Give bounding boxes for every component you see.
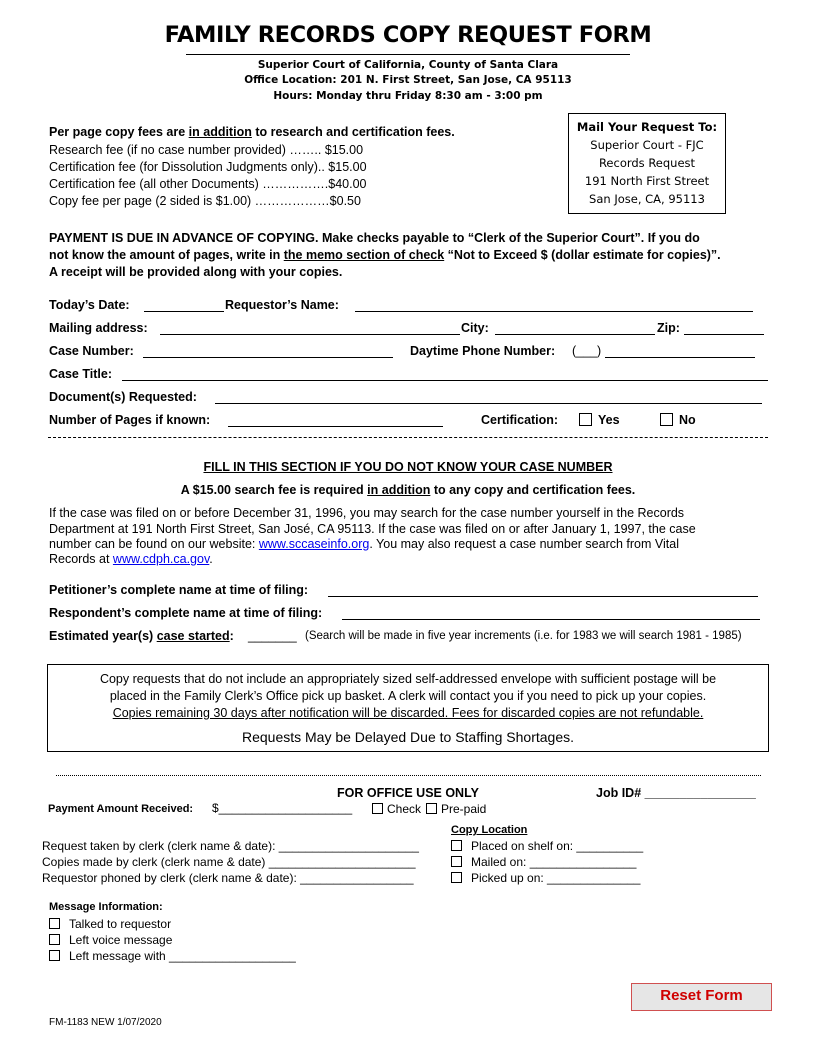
estimated-year-label (49, 629, 234, 643)
requestor-name-label: Requestor’s Name: (225, 298, 339, 312)
requestor-phoned-field[interactable]: Requestor phoned by clerk (clerk name & date): _________________ (42, 871, 414, 885)
placed-on-shelf-checkbox[interactable] (451, 840, 462, 851)
notice-line: Copies remaining 30 days after notification will be discarded. Fees for discarded copies are not refundable. (112, 706, 704, 720)
daytime-phone-label: Daytime Phone Number: (410, 344, 556, 358)
office-hours: Hours: Monday thru Friday 8:30 am - 3:00 pm (273, 90, 543, 102)
fee-item: Research fee (if no case number provided) …….. $15.00 (49, 143, 364, 157)
fees-heading-post: to research and certification fees. (251, 125, 455, 139)
daytime-phone-field[interactable] (605, 357, 755, 358)
city-field[interactable] (495, 334, 655, 335)
zip-field[interactable] (684, 334, 764, 335)
search-paragraph-line (49, 537, 679, 551)
search-fee-post: to any copy and certification fees. (430, 483, 636, 497)
requestor-name-field[interactable] (355, 311, 753, 312)
petitioner-field[interactable] (328, 596, 758, 597)
city-label: City: (461, 321, 489, 335)
search-para3-pre: number can be found on our website: (49, 537, 259, 551)
office-use-heading: FOR OFFICE USE ONLY (337, 786, 479, 800)
search-paragraph-line: If the case was filed on or before December 31, 1996, you may search for the case number yourself in the Records (49, 506, 685, 520)
mail-line: San Jose, CA, 95113 (589, 192, 705, 206)
search-fee-pre: A $15.00 search fee is required (180, 483, 368, 497)
section-divider (48, 437, 768, 438)
estimated-year-note: (Search will be made in five year increments (i.e. for 1983 we will search 1981 - 1985) (305, 630, 742, 642)
petitioner-label: Petitioner’s complete name at time of filing: (49, 583, 309, 597)
phone-area-code: (___) (572, 344, 602, 358)
mail-line: Records Request (598, 156, 696, 170)
form-id: FM-1183 NEW 1/07/2020 (49, 1017, 162, 1028)
search-para4-pre: Records at (49, 552, 113, 566)
voice-message-label: Left voice message (69, 933, 173, 947)
page-title: FAMILY RECORDS COPY REQUEST FORM (164, 22, 652, 48)
left-message-checkbox[interactable] (49, 950, 60, 961)
mail-line: 191 North First Street (584, 174, 710, 188)
mailed-field[interactable]: Mailed on: ________________ (471, 855, 637, 869)
certification-yes-label: Yes (598, 413, 620, 427)
cdph-link[interactable]: www.cdph.ca.gov (112, 552, 210, 566)
payment-line-2 (49, 248, 721, 262)
search-fee-emph: in addition (367, 483, 431, 497)
search-para4-post: . (209, 552, 213, 566)
request-taken-field[interactable]: Request taken by clerk (clerk name & date): _____________________ (42, 839, 419, 853)
number-of-pages-field[interactable] (228, 426, 443, 427)
zip-label: Zip: (657, 321, 680, 335)
certification-no-label: No (679, 413, 696, 427)
certification-no-checkbox[interactable] (660, 413, 673, 426)
fee-item: Copy fee per page (2 sided is $1.00) ………………$0.50 (49, 194, 361, 208)
check-label: Check (387, 802, 422, 816)
picked-up-field[interactable]: Picked up on: ______________ (471, 871, 641, 885)
payment-line-1: PAYMENT IS DUE IN ADVANCE OF COPYING. Make checks payable to “Clerk of the Superior Court”. If you do (49, 231, 700, 245)
prepaid-checkbox[interactable] (426, 803, 437, 814)
title-underline (186, 54, 630, 55)
documents-requested-label: Document(s) Requested: (49, 390, 197, 404)
mail-heading: Mail Your Request To: (576, 120, 718, 134)
payment-received-label: Payment Amount Received: (48, 803, 194, 815)
search-heading: FILL IN THIS SECTION IF YOU DO NOT KNOW YOUR CASE NUMBER (203, 460, 613, 474)
case-title-label: Case Title: (49, 367, 112, 381)
left-message-field[interactable]: Left message with ___________________ (69, 949, 296, 963)
placed-on-shelf-field[interactable]: Placed on shelf on: __________ (471, 839, 644, 853)
copy-location-heading: Copy Location (451, 824, 528, 836)
mailing-address-label: Mailing address: (49, 321, 148, 335)
job-id-field[interactable]: Job ID# ________________ (596, 786, 756, 800)
certification-yes-checkbox[interactable] (579, 413, 592, 426)
mailing-address-field[interactable] (160, 334, 460, 335)
payment-line-2-pre: not know the amount of pages, write in (49, 248, 284, 262)
court-name: Superior Court of California, County of Santa Clara (257, 59, 559, 71)
search-paragraph-line: Department at 191 North First Street, San José, CA 95113. If the case was filed on or after January 1, 1997, the case (49, 522, 696, 536)
number-of-pages-label: Number of Pages if known: (49, 413, 211, 427)
talked-label: Talked to requestor (69, 917, 172, 931)
payment-memo-emph: the memo section of check (283, 248, 445, 262)
estimated-pre: Estimated year(s) (49, 629, 157, 643)
fee-item: Certification fee (all other Documents) …………….$40.00 (49, 177, 367, 191)
prepaid-label: Pre-paid (441, 802, 487, 816)
office-divider (56, 775, 761, 776)
message-info-heading: Message Information: (49, 901, 163, 913)
certification-label: Certification: (481, 413, 559, 427)
search-fee-note (0, 483, 816, 497)
respondent-field[interactable] (342, 619, 760, 620)
notice-line: placed in the Family Clerk’s Office pick up basket. A clerk will contact you if you need to pick up your copies. (109, 689, 707, 703)
todays-date-label: Today’s Date: (49, 298, 130, 312)
mail-to-box (568, 113, 726, 214)
fees-heading-emph: in addition (188, 125, 252, 139)
payment-line-3: A receipt will be provided along with your copies. (49, 265, 343, 279)
case-number-label: Case Number: (49, 344, 134, 358)
documents-requested-field[interactable] (215, 403, 762, 404)
fees-heading (49, 125, 455, 139)
talked-checkbox[interactable] (49, 918, 60, 929)
mailed-checkbox[interactable] (451, 856, 462, 867)
respondent-label: Respondent’s complete name at time of filing: (49, 606, 323, 620)
todays-date-field[interactable] (144, 311, 224, 312)
estimated-post: : (229, 629, 234, 643)
notice-box (47, 664, 769, 752)
case-title-field[interactable] (122, 380, 768, 381)
staffing-delay-note: Requests May be Delayed Due to Staffing Shortages. (241, 729, 575, 745)
notice-line: Copy requests that do not include an appropriately sized self-addressed envelope with sufficient postage will be (99, 672, 717, 686)
search-paragraph-line (49, 552, 213, 566)
estimated-year-field[interactable]: _______ (248, 629, 297, 643)
fee-item: Certification fee (for Dissolution Judgments only).. $15.00 (49, 160, 367, 174)
mail-line: Superior Court - FJC (590, 138, 704, 152)
payment-received-field[interactable]: $____________________ (212, 801, 353, 815)
fees-heading-pre: Per page copy fees are (49, 125, 189, 139)
sccaseinfo-link[interactable]: www.sccaseinfo.org (258, 537, 370, 551)
estimated-emph: case started (156, 629, 230, 643)
copies-made-field[interactable]: Copies made by clerk (clerk name & date) ______________________ (42, 855, 416, 869)
case-number-field[interactable] (143, 357, 393, 358)
search-para3-post: . You may also request a case number search from Vital (369, 537, 679, 551)
office-location: Office Location: 201 N. First Street, San Jose, CA 95113 (244, 74, 572, 86)
reset-form-button[interactable]: Reset Form (631, 983, 772, 1011)
payment-line-2-post: “Not to Exceed $ (dollar estimate for copies)”. (444, 248, 721, 262)
check-checkbox[interactable] (372, 803, 383, 814)
voice-message-checkbox[interactable] (49, 934, 60, 945)
picked-up-checkbox[interactable] (451, 872, 462, 883)
